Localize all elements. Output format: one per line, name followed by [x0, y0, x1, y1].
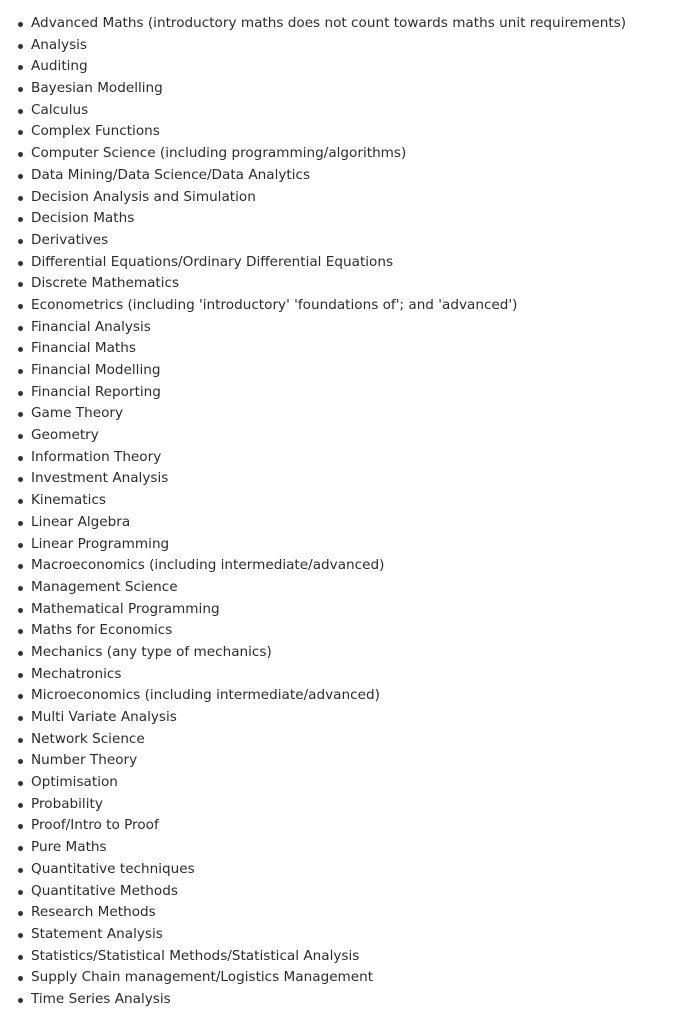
list-item-label: Financial Maths: [31, 340, 136, 357]
bullet-icon: [18, 87, 23, 92]
list-item-label: Auditing: [31, 58, 88, 75]
bullet-icon: [18, 673, 23, 678]
bullet-icon: [18, 868, 23, 873]
list-item-label: Statement Analysis: [31, 925, 163, 942]
list-item: [0, 252, 681, 274]
list-item-label: Decision Analysis and Simulation: [31, 188, 256, 205]
list-item: [0, 360, 681, 382]
list-item-label: Financial Reporting: [31, 383, 161, 400]
bullet-icon: [18, 22, 23, 27]
list-item-label: Information Theory: [31, 448, 162, 465]
bullet-icon: [18, 629, 23, 634]
bullet-icon: [18, 174, 23, 179]
subject-list-container: [0, 13, 681, 1011]
bullet-icon: [18, 456, 23, 461]
bullet-icon: [18, 196, 23, 201]
list-item-label: Network Science: [31, 730, 145, 747]
list-item-label: Microeconomics (including intermediate/advanced): [31, 687, 380, 704]
bullet-icon: [18, 564, 23, 569]
bullet-icon: [18, 304, 23, 309]
list-item: [0, 382, 681, 404]
bullet-icon: [18, 326, 23, 331]
list-item: [0, 837, 681, 859]
bullet-icon: [18, 716, 23, 721]
list-item-label: Probability: [31, 795, 103, 812]
list-item: [0, 447, 681, 469]
bullet-icon: [18, 152, 23, 157]
bullet-icon: [18, 543, 23, 548]
list-item-label: Decision Maths: [31, 210, 135, 227]
list-item: [0, 425, 681, 447]
list-item: [0, 317, 681, 339]
list-item: [0, 468, 681, 490]
list-item-label: Mechatronics: [31, 665, 122, 682]
bullet-icon: [18, 239, 23, 244]
list-item: [0, 35, 681, 57]
list-item-label: Proof/Intro to Proof: [31, 817, 159, 834]
list-item: [0, 208, 681, 230]
bullet-icon: [18, 911, 23, 916]
list-item: [0, 273, 681, 295]
list-item: [0, 13, 681, 35]
list-item: [0, 989, 681, 1011]
list-item-label: Multi Variate Analysis: [31, 709, 177, 725]
list-item: [0, 794, 681, 816]
bullet-icon: [18, 521, 23, 526]
bullet-icon: [18, 282, 23, 287]
list-item: [0, 924, 681, 946]
bullet-icon: [18, 781, 23, 786]
list-item-label: Discrete Mathematics: [31, 275, 180, 292]
list-item: [0, 295, 681, 317]
list-item: [0, 859, 681, 881]
list-item-label: Time Series Analysis: [31, 990, 171, 1007]
bullet-icon: [18, 976, 23, 981]
list-item-label: Supply Chain management/Logistics Management: [31, 969, 374, 986]
bullet-icon: [18, 998, 23, 1003]
list-item: [0, 143, 681, 165]
list-item: [0, 967, 681, 989]
bullet-icon: [18, 803, 23, 808]
bullet-icon: [18, 608, 23, 613]
bullet-icon: [18, 694, 23, 699]
list-item: [0, 121, 681, 143]
list-item-label: Derivatives: [31, 231, 109, 248]
list-item-label: Advanced Maths (introductory maths does not count towards maths unit requirements): [31, 15, 627, 31]
bullet-icon: [18, 955, 23, 960]
bullet-icon: [18, 846, 23, 851]
list-item-label: Complex Functions: [31, 123, 160, 140]
list-item-label: Differential Equations/Ordinary Differential Equations: [31, 253, 394, 270]
list-item: [0, 750, 681, 772]
list-item: [0, 664, 681, 686]
list-item-label: Research Methods: [31, 904, 156, 921]
bullet-icon: [18, 261, 23, 266]
list-item-label: Quantitative Methods: [31, 882, 178, 899]
list-item: [0, 881, 681, 903]
bullet-icon: [18, 434, 23, 439]
list-item: [0, 577, 681, 599]
list-item-label: Kinematics: [31, 492, 106, 509]
list-item: [0, 902, 681, 924]
list-item-label: Statistics/Statistical Methods/Statistical Analysis: [31, 947, 360, 964]
list-item-label: Mechanics (any type of mechanics): [31, 643, 272, 660]
subject-list: [0, 13, 681, 1011]
list-item: [0, 165, 681, 187]
list-item: [0, 599, 681, 621]
list-item: [0, 772, 681, 794]
bullet-icon: [18, 412, 23, 417]
list-item: [0, 100, 681, 122]
list-item-label: Bayesian Modelling: [31, 80, 163, 97]
list-item-label: Analysis: [31, 36, 88, 53]
list-item-label: Geometry: [31, 427, 99, 444]
list-item: [0, 187, 681, 209]
bullet-icon: [18, 369, 23, 374]
list-item: [0, 707, 681, 729]
list-item-label: Management Science: [31, 578, 178, 595]
list-item-label: Linear Programming: [31, 535, 170, 552]
bullet-icon: [18, 651, 23, 656]
list-item: [0, 512, 681, 534]
list-item-label: Financial Analysis: [31, 318, 151, 335]
list-item-label: Macroeconomics (including intermediate/advanced): [31, 557, 385, 574]
list-item: [0, 815, 681, 837]
list-item: [0, 78, 681, 100]
list-item: [0, 946, 681, 968]
list-item: [0, 403, 681, 425]
list-item-label: Calculus: [31, 101, 89, 118]
list-item-label: Computer Science (including programming/algorithms): [31, 145, 407, 162]
list-item-label: Pure Maths: [31, 839, 107, 856]
bullet-icon: [18, 347, 23, 352]
list-item-label: Number Theory: [31, 752, 138, 769]
bullet-icon: [18, 391, 23, 396]
list-item: [0, 685, 681, 707]
list-item-label: Optimisation: [31, 774, 118, 791]
list-item-label: Maths for Economics: [31, 622, 173, 639]
list-item-label: Investment Analysis: [31, 470, 169, 487]
list-item-label: Quantitative techniques: [31, 860, 195, 877]
list-item: [0, 56, 681, 78]
list-item-label: Data Mining/Data Science/Data Analytics: [31, 166, 311, 183]
list-item: [0, 338, 681, 360]
list-item: [0, 729, 681, 751]
bullet-icon: [18, 759, 23, 764]
list-item-label: Linear Algebra: [31, 513, 131, 530]
bullet-icon: [18, 477, 23, 482]
bullet-icon: [18, 44, 23, 49]
bullet-icon: [18, 130, 23, 135]
list-item: [0, 555, 681, 577]
bullet-icon: [18, 824, 23, 829]
bullet-icon: [18, 890, 23, 895]
list-item-label: Game Theory: [31, 405, 124, 422]
list-item-label: Mathematical Programming: [31, 600, 220, 617]
list-item: [0, 230, 681, 252]
bullet-icon: [18, 933, 23, 938]
bullet-icon: [18, 65, 23, 70]
bullet-icon: [18, 217, 23, 222]
list-item: [0, 490, 681, 512]
list-item-label: Econometrics (including 'introductory' 'foundations of'; and 'advanced'): [31, 296, 518, 313]
bullet-icon: [18, 586, 23, 591]
bullet-icon: [18, 109, 23, 114]
list-item: [0, 620, 681, 642]
bullet-icon: [18, 499, 23, 504]
list-item: [0, 534, 681, 556]
list-item-label: Financial Modelling: [31, 362, 161, 378]
list-item: [0, 642, 681, 664]
bullet-icon: [18, 738, 23, 743]
